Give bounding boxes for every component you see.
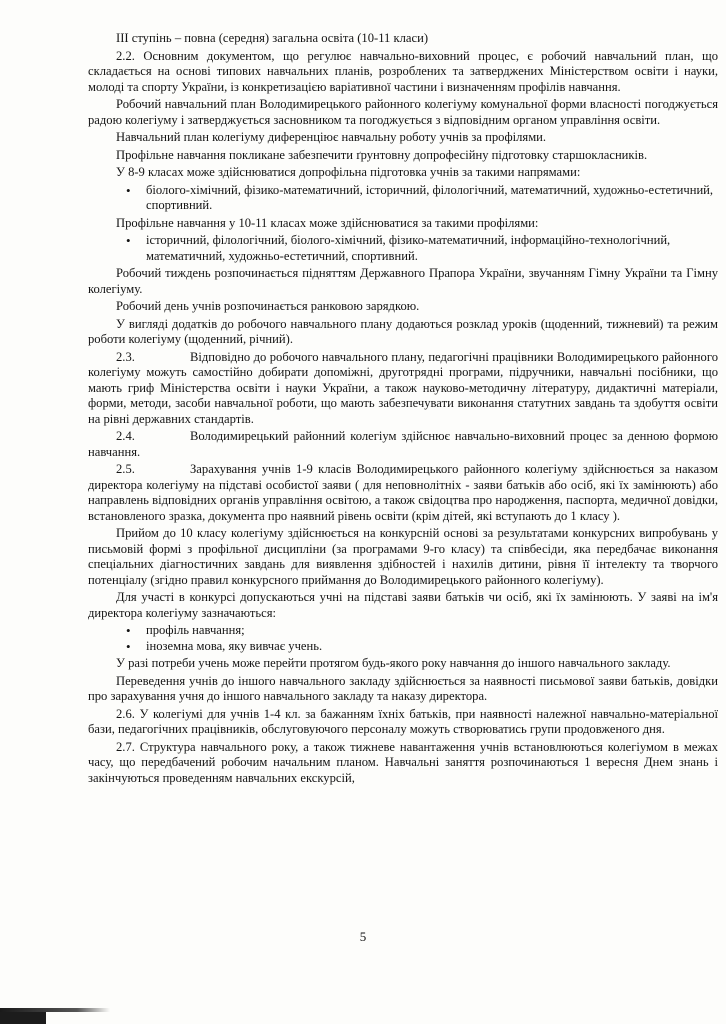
section-number: 2.4. [116, 429, 135, 443]
contest-paragraph: Для участі в конкурсі допускаються учні на підставі заяви батьків чи осіб, які їх замінюють. У заяві на ім'я директора колегіуму зазначаються: [88, 590, 718, 620]
section-text: Відповідно до робочого навчального плану, педагогічні працівники Володимирецького районного колегіуму можуть самостійно добирати допоміжні, друготрядні програми, підручники, навчальні посібники, що мають гриф Міністерства освіти і науки України, а також науково-методичну літературу, дидактичні матеріали, форми, методи, засоби навчальної роботи, що мають забезпечувати виконання статутних завдань та здобуття освіти на рівні державних стандартів. [88, 349, 718, 426]
section-2-3 [88, 350, 718, 428]
page-number: 5 [359, 929, 367, 944]
section-2-4 [88, 429, 718, 460]
list-item: • біолого-хімічний, фізико-математичний, історичний, філологічний, математичний, художньо-естетичний, спортивний. [146, 183, 718, 214]
admission-10-paragraph: Прийом до 10 класу колегіуму здійснюється на конкурсній основі за результатами конкурсних випробувань у письмовій формі з профільної дисципліни (за програмами 9-го класу) та співбесіди, яка передбачає виконання спеціальних діагностичних завдань для виявлення здібностей і нахилів дитини, рівня її інтелекту та творчого потенціалу (згідно правил конкурсного приймання до Володимирецького районного колегіуму). [88, 526, 718, 587]
level-three-line: ІІІ ступінь – повна (середня) загальна освіта (10-11 класи) [116, 31, 429, 45]
differentiation-paragraph: Навчальний план колегіуму диференціює навчальну роботу учнів за профілями. [116, 130, 547, 144]
section-text: Зарахування учнів 1-9 класів Володимирецького районного колегіуму здійснюється за наказом директора колегіуму на підставі особистої заяви ( для неповнолітніх - заяви батьків або осіб, які їх замінюють) або направлень відповідних органів управління освітою, а також свідоцтва про народження, паспорта, медичної довідки, встановленого зразка, документа про наявний рівень освіти (крім дітей, які вступають до 1 класу ). [88, 462, 718, 523]
section-2-7: 2.7. Структура навчального року, а також тижневе навантаження учнів встановлюються колегіумом в межах часу, що передбачений робочим начальним планом. Навчальні заняття розпочинаються 1 вересня Днем знань і закінчуються проведенням навчальних екскурсій, [88, 739, 718, 785]
document-body [88, 31, 718, 788]
section-2-2: 2.2. Основним документом, що регулює навчально-виховний процес, є робочий навчальний план, що складається на основі типових навчальних планів, розроблених та затверджених Міністерством освіти і науки, молоді та спорту України, із конкретизацією варіативної частини і визначенням профілів навчання. [88, 48, 718, 94]
contest-list [88, 623, 718, 654]
list-item: • профіль навчання; [146, 623, 718, 639]
appendix-paragraph: У вигляді додатків до робочого навчального плану додаються розклад уроків (щоденний, тижневий) та режим роботи колегіуму (щоденний, річний). [88, 316, 718, 346]
pre-profile-list [88, 183, 718, 214]
section-text: Володимирецький районний колегіум здійснює навчально-виховний процес за денною формою навчання. [88, 429, 718, 459]
section-2-5 [88, 462, 718, 524]
transfer-procedure-paragraph: Переведення учнів до іншого навчального закладу здійснюється за наявності письмової заяви батьків, довідки про зарахування учня до іншого навчального закладу та наказу директора. [88, 673, 718, 703]
pre-profile-paragraph: У 8-9 класах може здійснюватися допрофільна підготовка учнів за такими напрямами: [116, 165, 581, 179]
week-start-paragraph: Робочий тиждень розпочинається підняттям Державного Прапора України, звучанням Гімну України та Гімну колегіуму. [88, 266, 718, 296]
work-plan-paragraph: Робочий навчальний план Володимирецького районного колегіуму комунальної форми власності погоджується радою колегіуму і затверджується засновником та погоджується з відповідним органом управління освіти. [88, 97, 718, 127]
profile-purpose-paragraph: Профільне навчання покликане забезпечити ґрунтовну допрофесійну підготовку старшокласників. [116, 147, 648, 162]
section-number: 2.3. [116, 349, 135, 364]
list-item: • історичний, філологічний, біолого-хімічний, фізико-математичний, інформаційно-технологічний, математичний, художньо-естетичний, спортивний. [146, 233, 718, 264]
profile-list [88, 233, 718, 264]
profile-10-11-paragraph: Профільне навчання у 10-11 класах може здійснюватися за такими профілями: [116, 215, 539, 230]
transfer-need-paragraph: У разі потреби учень може перейти протягом будь-якого року навчання до іншого навчального закладу. [116, 656, 671, 670]
section-2-6: 2.6. У колегіумі для учнів 1-4 кл. за бажанням їхніх батьків, при наявності належної навчально-матеріальної бази, педагогічних працівників, обслуговуючого персоналу можуть створюватись групи продовженого дня. [88, 706, 718, 736]
section-number: 2.5. [116, 462, 135, 476]
day-start-paragraph: Робочий день учнів розпочинається ранковою зарядкою. [116, 299, 420, 313]
scan-corner-mark [0, 1012, 46, 1024]
list-item: • іноземна мова, яку вивчає учень. [146, 639, 718, 655]
